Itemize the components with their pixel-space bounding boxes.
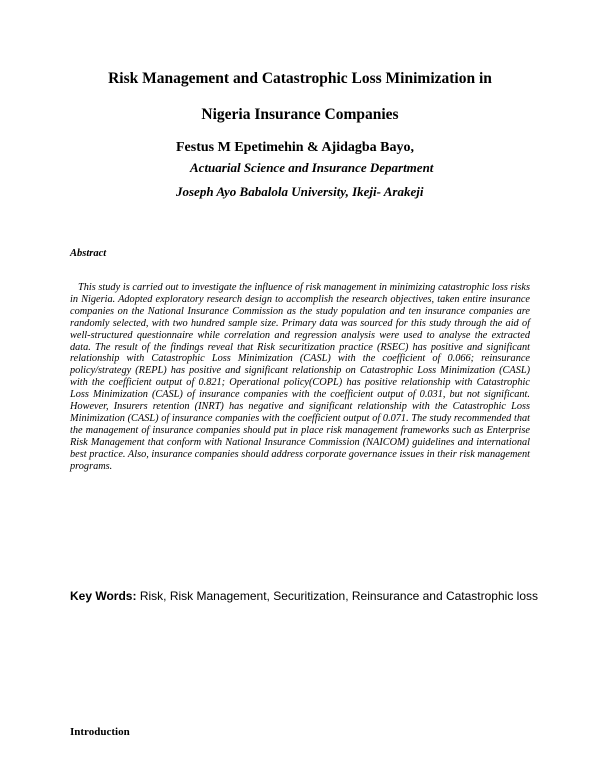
author-names: Festus M Epetimehin & Ajidagba Bayo, [176,140,415,155]
author-university: Joseph Ayo Babalola University, Ikeji- Arakeji [176,184,424,199]
keywords-text: Risk, Risk Management, Securitization, Reinsurance and Catastrophic loss [139,589,538,603]
keywords-section [70,586,540,606]
paper-title-line-2: Nigeria Insurance Companies [201,106,399,123]
author-department: Actuarial Science and Insurance Department [190,160,434,175]
introduction-heading: Introduction [70,726,130,738]
keywords-label: Key Words: [70,589,137,603]
abstract-heading: Abstract [70,248,107,259]
abstract-body: This study is carried out to investigate the influence of risk management in minimizing catastrophic loss risks in Nigeria. Adopted exploratory research design to accomplish the research objectives, taken entire insurance companies on the National Insurance Commission as the study population and ten insurance companies are randomly selected, with two hundred sample size. Primary data was sourced for this study through the aid of well-structured questionnaire while correlation and regression analysis were used to analyse the extracted data. The result of the findings reveal that Risk securitization practice (RSEC) has positive and significant relationship with Catastrophic Loss Minimization (CASL) with the coefficient of 0.066; reinsurance policy/strategy (REPL) has positive and significant relationship on Catastrophic Loss Minimization (CASL) with the coefficient output of 0.821; Operational policy(COPL) has positive relationship with Catastrophic Loss Minimization (CASL) of insurance companies with the coefficient output of 0.031, but not significant. However, Insurers retention (INRT) has negative and significant relationship with the Catastrophic Loss Minimization (CASL) of insurance companies with the coefficient output of 0.071. The study recommended that the management of insurance companies should put in place risk management frameworks such as Enterprise Risk Management that conform with National Insurance Commission (NAICOM) guidelines and international best practice. Also, insurance companies should address corporate governance issues in their risk management programs. [70,282,530,472]
paper-title-line-1: Risk Management and Catastrophic Loss Minimization in [108,70,492,87]
